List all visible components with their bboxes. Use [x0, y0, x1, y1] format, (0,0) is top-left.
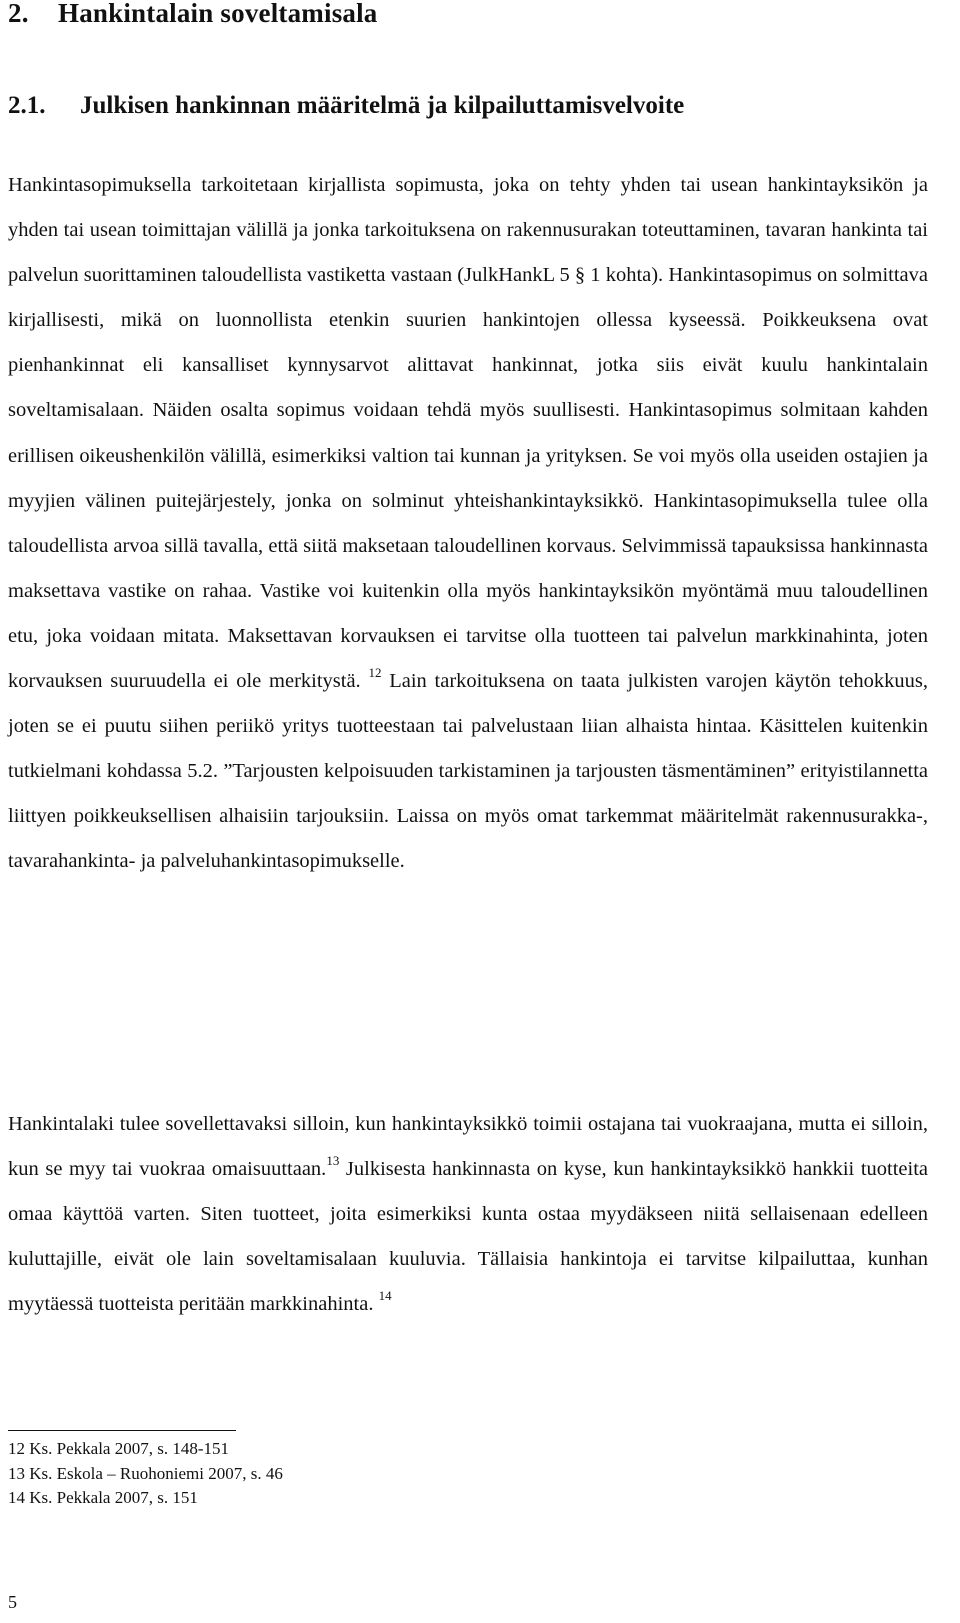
paragraph-1-text-a: Hankintasopimuksella tarkoitetaan kirjallista sopimusta, joka on tehty yhden tai usean hankintayksikön ja yhden tai usean toimittajan välillä ja jonka tarkoituksena on rakennusurakan toteuttaminen, tavaran hankinta tai palvelun suorittaminen taloudellista vastiketta vastaan (JulkHankL 5 § 1 kohta). Hankintasopimus on solmittava kirjallisesti, mikä on luonnollista etenkin suurien hankintojen ollessa kyseessä. Poikkeuksena ovat pienhankinnat eli kansalliset kynnysarvot alittavat hankinnat, jotka siis eivät kuulu hankintalain soveltamisalaan. Näiden osalta sopimus voidaan tehdä myös suullisesti. Hankintasopimus solmitaan kahden erillisen oikeushenkilön välillä, esimerkiksi valtion tai kunnan ja yrityksen. Se voi myös olla useiden ostajien ja myyjien välinen puitejärjestely, jonka on solminut yhteishankintayksikkö. Hankintasopimuksella tulee olla taloudellista arvoa sillä tavalla, että siitä maksetaan taloudellinen korvaus. Selvimmissä tapauksissa hankinnasta maksettava vastike on rahaa. Vastike voi kuitenkin olla myös hankintayksikön myöntämä muu taloudellinen etu, joka voidaan mitata. Maksettavan korvauksen ei tarvitse olla tuotteen tai palvelun markkinahinta, joten korvauksen suuruudella ei ole merkitystä. [8, 174, 928, 693]
page-number: 5 [8, 1592, 17, 1612]
footnote-ref-14: 14 [378, 1288, 392, 1304]
paragraph-2-text-a: Hankintalaki tulee sovellettavaksi silloin, kun hankintayksikkö toimii ostajana tai vuokraajana, mutta ei silloin, kun se myy tai vuokraa omaisuuttaan. [8, 1113, 928, 1181]
footnotes [8, 1437, 283, 1511]
section-number: 2. [8, 0, 29, 28]
subsection-title: Julkisen hankinnan määritelmä ja kilpailuttamisvelvoite [80, 92, 685, 119]
subsection-number: 2.1. [8, 92, 46, 119]
subsection-heading [8, 92, 684, 120]
footnote-14: 14 Ks. Pekkala 2007, s. 151 [8, 1488, 198, 1507]
footnote-divider [8, 1430, 236, 1431]
body-paragraph-1 [8, 163, 928, 885]
footnote-ref-13: 13 [326, 1153, 340, 1169]
paragraph-2-text-b: Julkisesta hankinnasta on kyse, kun hankintayksikkö hankkii tuotteita omaa käyttöä varten. Siten tuotteet, joita esimerkiksi kunta ostaa myydäkseen niitä sellaisenaan edelleen kuluttajille, eivät ole lain soveltamisalaan kuuluvia. Tällaisia hankintoja ei tarvitse kilpailuttaa, kunhan myytäessä tuotteista peritään markkinahinta. [8, 1158, 929, 1316]
paragraph-1-text-b: Lain tarkoituksena on taata julkisten varojen käytön tehokkuus, joten se ei puutu siihen periikö yritys tuotteestaan tai palvelustaan liian alhaista hintaa. Käsittelen kuitenkin tutkielmani kohdassa 5.2. ”Tarjousten kelpoisuuden tarkistaminen ja tarjousten täsmentäminen” erityistilannetta liittyen poikkeuksellisen alhaisiin tarjouksiin. Laissa on myös omat tarkemmat määritelmät rakennusurakka-, tavarahankinta- ja palveluhankintasopimukselle. [8, 670, 928, 873]
footnote-ref-12: 12 [368, 665, 382, 681]
body-paragraph-2 [8, 1102, 928, 1327]
section-title: Hankintalain soveltamisala [58, 0, 378, 28]
footnote-12: 12 Ks. Pekkala 2007, s. 148-151 [8, 1439, 229, 1458]
footnote-13: 13 Ks. Eskola – Ruohoniemi 2007, s. 46 [8, 1463, 283, 1483]
section-heading [8, 0, 378, 29]
